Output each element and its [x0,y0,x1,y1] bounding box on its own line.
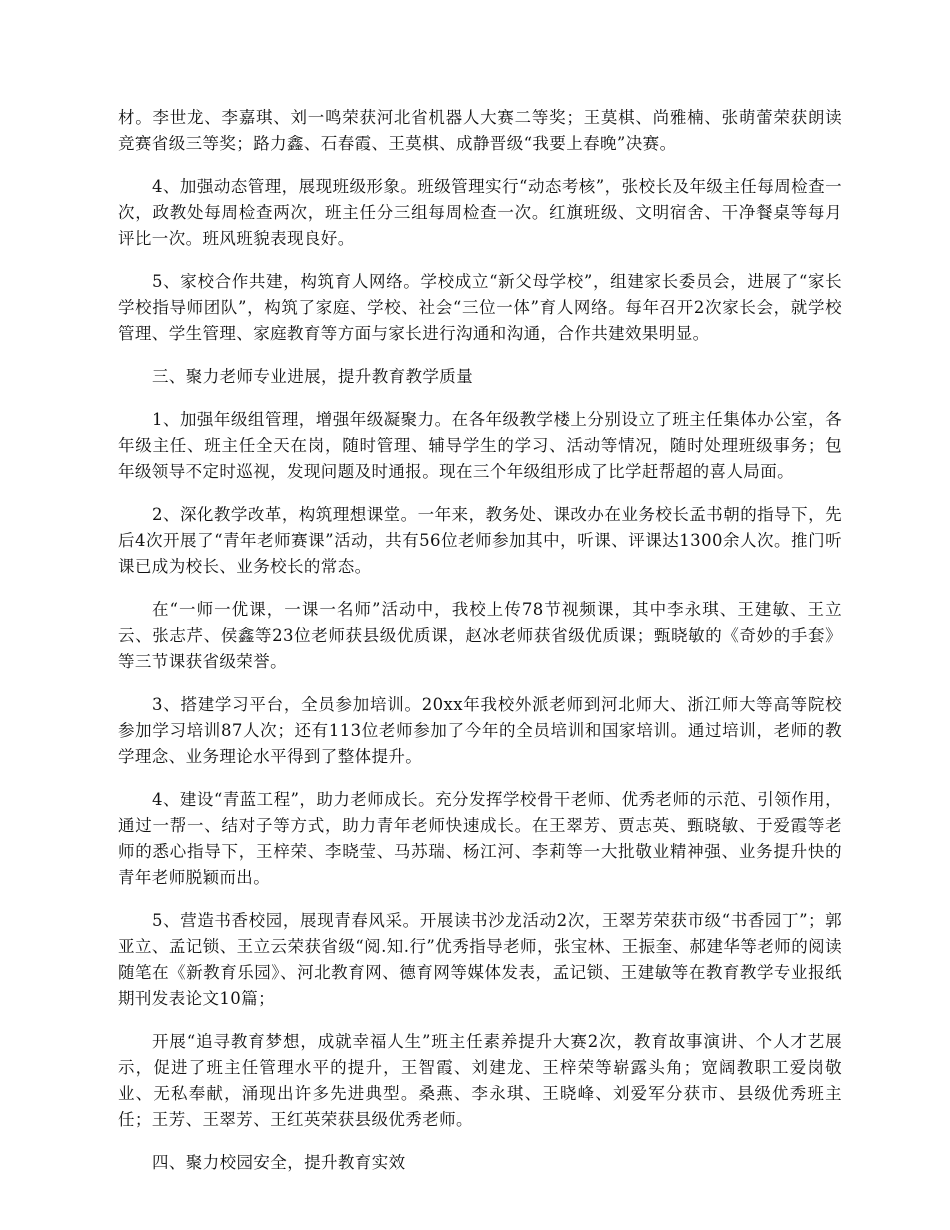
paragraph-teaching-reform: 2、深化教学改革，构筑理想课堂。一年来，教务处、课改办在业务校长孟书朝的指导下，先后4次开展了“青年老师赛课”活动，共有56位老师参加其中，听课、评课达1300余人次。推门听课已成为校长、业务校长的常态。 [118,505,842,576]
section-heading-campus-safety: 四、聚力校园安全，提升教育实效 [152,1153,406,1172]
paragraph-grade-group-management: 1、加强年级组管理，增强年级凝聚力。在各年级教学楼上分别设立了班主任集体办公室，各年级主任、班主任全天在岗，随时管理、辅导学生的学习、活动等情况，随时处理班级事务；包年级领导不定时巡视，发现问题及时通报。现在三个年级组形成了比学赶帮超的喜人局面。 [118,410,842,481]
paragraph-blue-project: 4、建设“青蓝工程”，助力老师成长。充分发挥学校骨干老师、优秀老师的示范、引领作用，通过一帮一、结对子等方式，助力青年老师快速成长。在王翠芳、贾志英、甄晓敏、于爱霞等老师的悉心指导下，王梓荣、李晓莹、马苏瑞、杨江河、李莉等一大批敬业精神强、业务提升快的青年老师脱颖而出。 [118,790,842,887]
paragraph-training-platform: 3、搭建学习平台，全员参加培训。20xx年我校外派老师到河北师大、浙江师大等高等院校参加学习培训87人次；还有113位老师参加了今年的全员培训和国家培训。通过培训，老师的教学理念、业务理论水平得到了整体提升。 [118,695,842,766]
section-heading-teacher-development: 三、聚力老师专业进展，提升教育教学质量 [152,367,474,386]
paragraph-scholarly-campus: 5、营造书香校园，展现青春风采。开展读书沙龙活动2次，王翠芳荣获市级“书香园丁”；郭亚立、孟记锁、王立云荣获省级“阅.知.行”优秀指导老师，张宝林、王振奎、郝建华等老师的阅读随笔在《新教育乐园》、河北教育网、德育网等媒体发表，孟记锁、王建敏等在教育教学专业报纸期刊发表论文10篇； [118,911,842,1008]
paragraph-quality-lessons: 在“一师一优课，一课一名师”活动中，我校上传78节视频课，其中李永琪、王建敏、王立云、张志芹、侯鑫等23位老师获县级优质课，赵冰老师获省级优质课；甄晓敏的《奇妙的手套》等三节课获省级荣誉。 [118,600,842,671]
paragraph-head-teacher-contest: 开展“追寻教育梦想，成就幸福人生”班主任素养提升大赛2次，教育故事演讲、个人才艺展示，促进了班主任管理水平的提升，王智霞、刘建龙、王梓荣等崭露头角；宽阔教职工爱岗敬业、无私奉献，涌现出许多先进典型。桑燕、李永琪、王晓峰、刘爱军分获市、县级优秀班主任；王芳、王翠芳、王红英荣获县级优秀老师。 [118,1032,842,1129]
document-body [118,105,842,1193]
paragraph-awards-continued: 材。李世龙、李嘉琪、刘一鸣荣获河北省机器人大赛二等奖；王莫棋、尚雅楠、张萌蕾荣获朗读竞赛省级三等奖；路力鑫、石春霞、王莫棋、成静晋级“我要上春晚”决赛。 [118,108,842,153]
paragraph-dynamic-management: 4、加强动态管理，展现班级形象。班级管理实行“动态考核”，张校长及年级主任每周检查一次，政教处每周检查两次，班主任分三组每周检查一次。红旗班级、文明宿舍、干净餐桌等每月评比一次。班风班貌表现良好。 [118,177,842,248]
paragraph-home-school-cooperation: 5、家校合作共建，构筑育人网络。学校成立“新父母学校”，组建家长委员会，进展了“家长学校指导师团队”，构筑了家庭、学校、社会“三位一体”育人网络。每年召开2次家长会，就学校管理、学生管理、家庭教育等方面与家长进行沟通和沟通，合作共建效果明显。 [118,272,842,343]
